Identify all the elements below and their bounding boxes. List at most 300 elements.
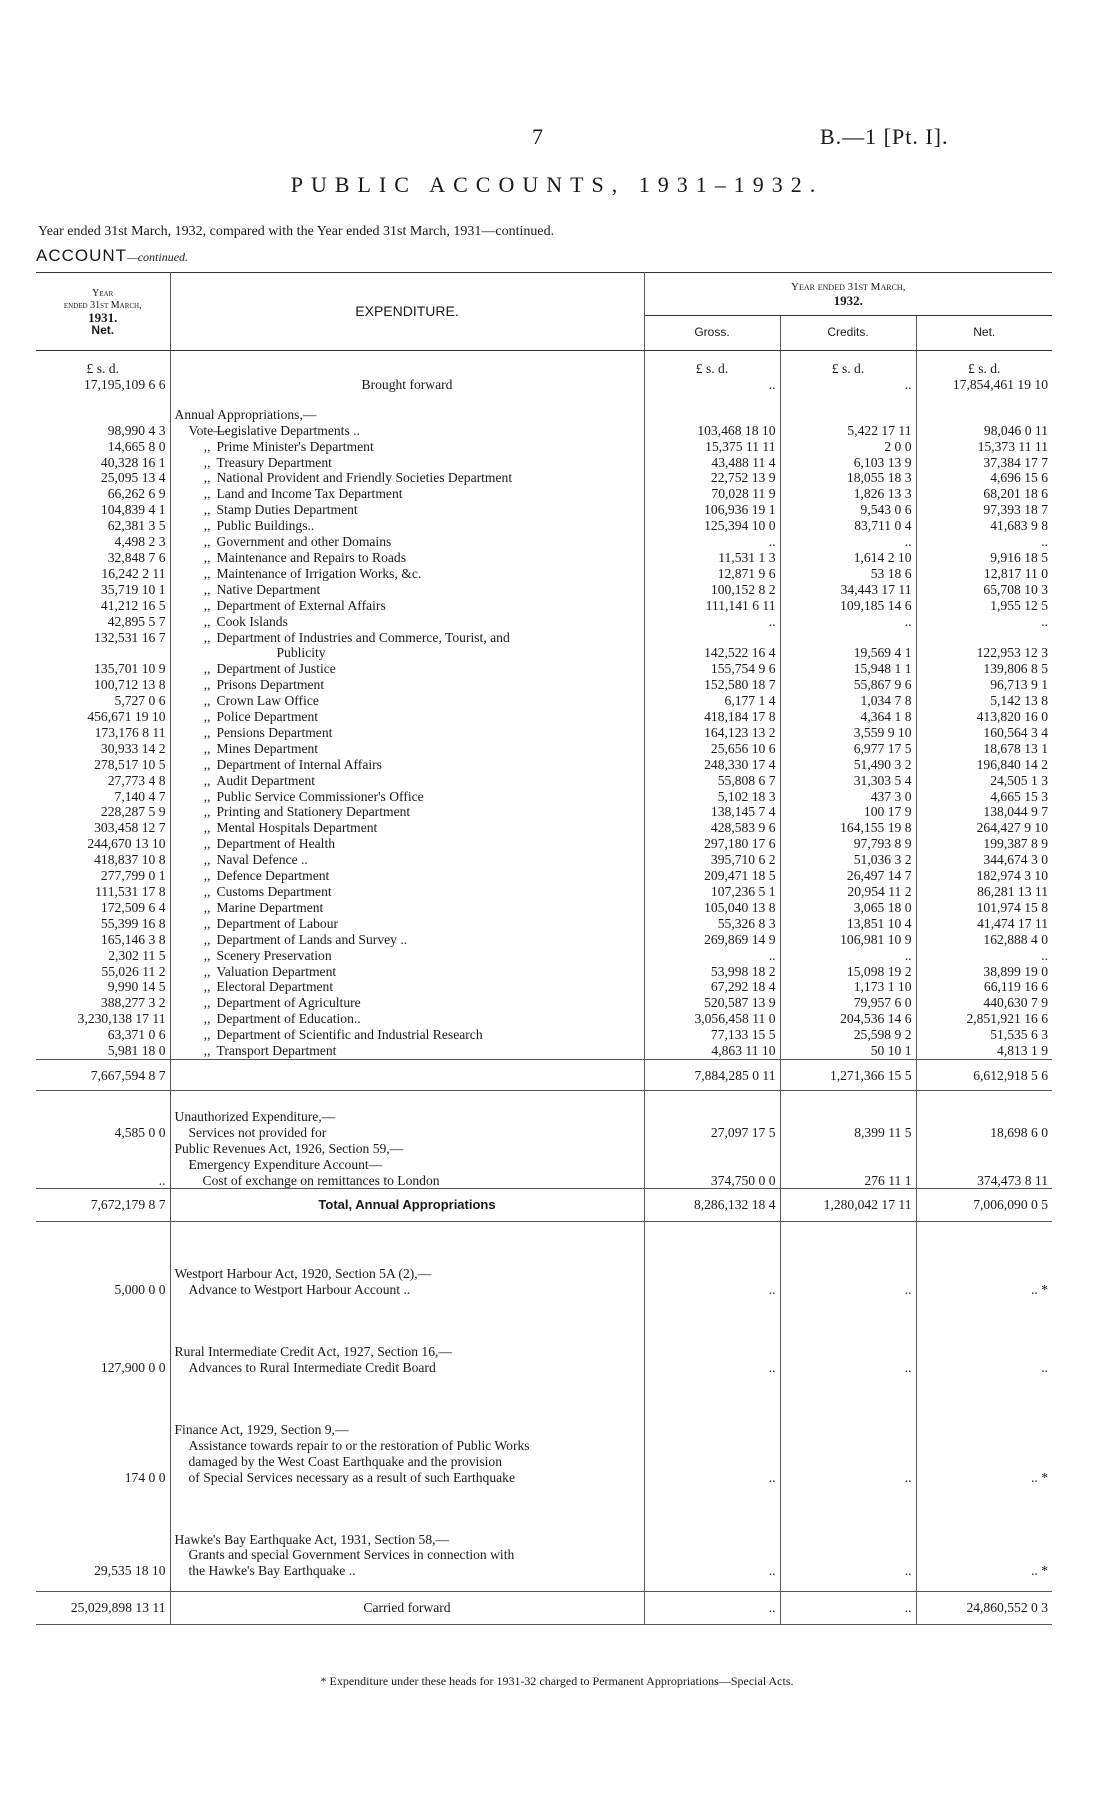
- prev-year-net: 32,848 7 6: [36, 550, 170, 566]
- net-amount: 101,974 15 8: [976, 899, 1048, 915]
- unauth-heading-row: [36, 1109, 1052, 1125]
- credits-amount: 31,303 5 4: [780, 773, 916, 789]
- vote-label-text: Department of Justice: [216, 661, 336, 677]
- gross-amount: 209,471 18 5: [644, 868, 780, 884]
- vote-prefix: ,,: [203, 565, 211, 581]
- net-amount: ..: [1041, 534, 1048, 550]
- net-amount: 5,142 13 8: [990, 693, 1048, 709]
- special-net: [916, 1438, 1052, 1454]
- credits-amount: 4,364 1 8: [780, 709, 916, 725]
- special-heading-row: [36, 1266, 1052, 1282]
- credits-amount: 83,711 0 4: [780, 518, 916, 534]
- vote-label-text: Public Service Commissioner's Office: [216, 788, 424, 804]
- vote-prefix: ,,: [203, 581, 211, 597]
- credits-amount: 20,954 11 2: [780, 884, 916, 900]
- prev-year-net: 40,328 16 1: [36, 455, 170, 471]
- vote-row: [36, 979, 1052, 995]
- special-line: Assistance towards repair to or the restoration of Public Works: [170, 1438, 644, 1454]
- vote-label-text: Audit Department: [216, 772, 316, 788]
- vote-label: [170, 550, 644, 566]
- table-cell: [36, 1344, 170, 1360]
- special-act-heading: Finance Act, 1929, Section 9,—: [170, 1422, 644, 1438]
- table-cell: [780, 1376, 916, 1422]
- carried-forward-row: [36, 1592, 1052, 1625]
- vote-label: [170, 534, 644, 550]
- credits-amount: 1,826 13 3: [780, 486, 916, 502]
- vote-label: [170, 1011, 644, 1027]
- subtotal-label: [170, 1059, 644, 1090]
- vote-row: [36, 693, 1052, 709]
- vote-row: [36, 964, 1052, 980]
- special-line: the Hawke's Bay Earthquake ..: [170, 1563, 644, 1579]
- prev-year-net: 111,531 17 8: [36, 884, 170, 900]
- net-amount: 2,851,921 16 6: [966, 1011, 1048, 1027]
- unauth-line1: Services not provided for: [170, 1125, 644, 1141]
- special-gross: [644, 1547, 780, 1563]
- header-cur-l2: 1932.: [833, 293, 863, 308]
- table-cell: [916, 1090, 1052, 1109]
- vote-label: [170, 789, 644, 805]
- prev-year-net: 14,665 8 0: [36, 439, 170, 455]
- prev-year-net: 9,990 14 5: [36, 979, 170, 995]
- gross-amount: 428,583 9 6: [644, 820, 780, 836]
- vote-prefix: ,,: [203, 629, 211, 645]
- net-amount: ..: [1041, 613, 1048, 629]
- spacer-row: [36, 1579, 1052, 1592]
- prev-year-net: 132,531 16 7: [36, 630, 170, 646]
- gross-amount: 67,292 18 4: [644, 979, 780, 995]
- vote-row: [36, 820, 1052, 836]
- vote-label: [170, 964, 644, 980]
- table-cell: [36, 1266, 170, 1282]
- special-line: Advance to Westport Harbour Account ..: [170, 1282, 644, 1298]
- net-amount: 96,713 9 1: [990, 677, 1048, 693]
- gross-amount: 55,808 6 7: [644, 773, 780, 789]
- vote-row: [36, 630, 1052, 646]
- unauth-row: [36, 1125, 1052, 1141]
- net-amount: 98,046 0 11: [983, 422, 1048, 438]
- vote-label: [170, 518, 644, 534]
- credits-amount: 19,569 4 1: [780, 645, 916, 661]
- spacer-row: [36, 1090, 1052, 1109]
- table-cell: [916, 1579, 1052, 1592]
- special-row: [36, 1547, 1052, 1563]
- prev-year-net: 98,990 4 3: [36, 423, 170, 439]
- gross-amount: 100,152 8 2: [644, 582, 780, 598]
- table-cell: [780, 1344, 916, 1360]
- gross-amount: 155,754 9 6: [644, 661, 780, 677]
- credits-amount: 51,490 3 2: [780, 757, 916, 773]
- vote-row: [36, 534, 1052, 550]
- table-cell: [780, 1298, 916, 1344]
- vote-label: [170, 820, 644, 836]
- special-prev: 29,535 18 10: [36, 1563, 170, 1579]
- vote-label: [170, 709, 644, 725]
- vote-prefix: ,,: [203, 613, 211, 629]
- vote-label: [170, 455, 644, 471]
- vote-prefix: ,,: [203, 899, 211, 915]
- total-label: Total, Annual Appropriations: [170, 1189, 644, 1222]
- credits-amount: ..: [780, 948, 916, 964]
- credits-amount: 26,497 14 7: [780, 868, 916, 884]
- vote-prefix: ,,: [203, 470, 211, 486]
- vote-prefix: ,,: [203, 1027, 211, 1043]
- table-cell: [916, 1344, 1052, 1360]
- brought-forward-net: 17,854,461 19 10: [952, 376, 1048, 392]
- prev-year-net: 5,981 18 0: [36, 1043, 170, 1059]
- special-gross: ..: [644, 1470, 780, 1486]
- gross-amount: 106,936 19 1: [644, 502, 780, 518]
- vote-prefix: ,,: [203, 597, 211, 613]
- special-line: Advances to Rural Intermediate Credit Board: [170, 1360, 644, 1376]
- subtotal-row: [36, 1059, 1052, 1090]
- prev-year-net: 4,498 2 3: [36, 534, 170, 550]
- vote-label: [170, 566, 644, 582]
- vote-label: [170, 948, 644, 964]
- vote-label: [170, 614, 644, 630]
- special-gross: ..: [644, 1282, 780, 1298]
- total-prev: 7,672,179 8 7: [36, 1189, 170, 1222]
- table-cell: [644, 1141, 780, 1157]
- table-cell: [36, 1222, 170, 1267]
- special-gross: [644, 1454, 780, 1470]
- gross-amount: 125,394 10 0: [644, 518, 780, 534]
- vote-row: [36, 1043, 1052, 1059]
- vote-prefix: ,,: [203, 931, 211, 947]
- vote-prefix: ,,: [203, 486, 211, 502]
- vote-prefix: ,,: [203, 534, 211, 550]
- gross-amount: 4,863 11 10: [644, 1043, 780, 1059]
- net-amount: 41,683 9 8: [990, 518, 1048, 534]
- table-cell: [916, 1532, 1052, 1548]
- unauth-act-row: [36, 1141, 1052, 1157]
- table-cell: [916, 1486, 1052, 1532]
- vote-label-text: Native Department: [216, 581, 321, 597]
- prev-year-net: 5,727 0 6: [36, 693, 170, 709]
- vote-row: [36, 995, 1052, 1011]
- table-cell: [644, 1266, 780, 1282]
- special-act-heading: Westport Harbour Act, 1920, Section 5A (2),—: [170, 1266, 644, 1282]
- vote-label-text: Maintenance of Irrigation Works, &c.: [216, 565, 422, 581]
- vote-row: [36, 677, 1052, 693]
- vote-row: [36, 439, 1052, 455]
- unauth-net: 18,698 6 0: [990, 1124, 1048, 1140]
- special-net: .. *: [1031, 1563, 1048, 1579]
- gross-amount: 53,998 18 2: [644, 964, 780, 980]
- credits-amount: 15,098 19 2: [780, 964, 916, 980]
- account-label: ACCOUNT: [36, 246, 128, 265]
- gross-amount: 6,177 1 4: [644, 693, 780, 709]
- gross-amount: 269,869 14 9: [644, 932, 780, 948]
- vote-label-text: Public Buildings..: [216, 518, 315, 534]
- vote-row: [36, 773, 1052, 789]
- carried-forward-gross: ..: [644, 1592, 780, 1625]
- vote-label-text: Department of Health: [216, 836, 336, 852]
- vote-label: [170, 979, 644, 995]
- net-amount: 196,840 14 2: [976, 756, 1048, 772]
- prev-year-net: 278,517 10 5: [36, 757, 170, 773]
- special-prev: 174 0 0: [36, 1470, 170, 1486]
- vote-prefix: ,,: [203, 772, 211, 788]
- credits-amount: ..: [780, 534, 916, 550]
- vote-row: [36, 423, 1052, 439]
- table-cell: [916, 1376, 1052, 1422]
- vote-prefix: ,,: [203, 995, 211, 1011]
- special-act-heading: Hawke's Bay Earthquake Act, 1931, Section 58,—: [170, 1532, 644, 1548]
- net-amount: 66,119 16 6: [983, 979, 1048, 995]
- credits-amount: 97,793 8 9: [780, 836, 916, 852]
- total-credits: 1,280,042 17 11: [780, 1189, 916, 1222]
- vote-label-text: Land and Income Tax Department: [216, 486, 403, 502]
- gross-amount: 105,040 13 8: [644, 900, 780, 916]
- credits-amount: 437 3 0: [780, 789, 916, 805]
- table-cell: [36, 1141, 170, 1157]
- table-cell: [644, 1109, 780, 1125]
- special-row: [36, 1454, 1052, 1470]
- special-net: [916, 1454, 1052, 1470]
- credits-amount: 109,185 14 6: [780, 598, 916, 614]
- gross-amount: 11,531 1 3: [644, 550, 780, 566]
- special-gross: ..: [644, 1360, 780, 1376]
- exchange-prev: ..: [36, 1173, 170, 1189]
- prev-year-net: 388,277 3 2: [36, 995, 170, 1011]
- gross-amount: 3,056,458 11 0: [644, 1011, 780, 1027]
- units-credits: £ s. d.: [780, 351, 916, 377]
- vote-prefix: ,,: [203, 693, 211, 709]
- vote-row: [36, 741, 1052, 757]
- table-cell: [916, 1109, 1052, 1125]
- spacer-row: [36, 1486, 1052, 1532]
- vote-prefix: ,,: [203, 709, 211, 725]
- vote-label: [170, 486, 644, 502]
- table-cell: [780, 1579, 916, 1592]
- vote-label: [170, 470, 644, 486]
- vote-label-text: Department of Education..: [216, 1011, 361, 1027]
- vote-label: [170, 1027, 644, 1043]
- special-net: [916, 1547, 1052, 1563]
- header-expenditure: EXPENDITURE.: [170, 273, 644, 351]
- table-cell: [916, 1422, 1052, 1438]
- prev-year-net: 172,509 6 4: [36, 900, 170, 916]
- vote-prefix: ,,: [203, 979, 211, 995]
- vote-label: [170, 693, 644, 709]
- vote-row: [36, 884, 1052, 900]
- special-gross: [644, 1438, 780, 1454]
- page-number: 7: [532, 124, 543, 149]
- prev-year-net: 30,933 14 2: [36, 741, 170, 757]
- net-amount: 199,387 8 9: [983, 836, 1048, 852]
- gross-amount: 111,141 6 11: [644, 598, 780, 614]
- net-amount: 68,201 18 6: [983, 486, 1048, 502]
- gross-amount: 164,123 13 2: [644, 725, 780, 741]
- net-amount: 4,813 1 9: [997, 1043, 1048, 1059]
- prev-year-net: 104,839 4 1: [36, 502, 170, 518]
- credits-amount: 13,851 10 4: [780, 916, 916, 932]
- prev-year-net: 418,837 10 8: [36, 852, 170, 868]
- vote-label-text: Treasury Department: [216, 454, 332, 470]
- gross-amount: ..: [644, 948, 780, 964]
- table-cell: [644, 1579, 780, 1592]
- credits-amount: 3,065 18 0: [780, 900, 916, 916]
- credits-amount: 100 17 9: [780, 804, 916, 820]
- vote-prefix: ,,: [203, 454, 211, 470]
- vote-row: [36, 852, 1052, 868]
- header-cur-l1: Year ended 31st March,: [791, 281, 906, 293]
- vote-label: [170, 868, 644, 884]
- page-title: PUBLIC ACCOUNTS, 1931–1932.: [290, 172, 824, 197]
- credits-amount: 79,957 6 0: [780, 995, 916, 1011]
- prev-year-net: 55,399 16 8: [36, 916, 170, 932]
- prev-year-net: 42,895 5 7: [36, 614, 170, 630]
- subtotal-net: 6,612,918 5 6: [916, 1059, 1052, 1090]
- vote-row: [36, 502, 1052, 518]
- vote-row: [36, 868, 1052, 884]
- unauth-account-row: [36, 1157, 1052, 1173]
- table-cell: [170, 1222, 644, 1267]
- vote-prefix: ,,: [203, 868, 211, 884]
- vote-row: [36, 455, 1052, 471]
- unauth-credits: 8,399 11 5: [780, 1125, 916, 1141]
- annual-heading: Annual Appropriations,—: [170, 407, 644, 423]
- special-credits: [780, 1547, 916, 1563]
- table-cell: [170, 1579, 644, 1592]
- table-cell: [644, 1532, 780, 1548]
- prev-year-net: 2,302 11 5: [36, 948, 170, 964]
- expenditure-table: [36, 272, 1052, 1625]
- vote-label: [170, 677, 644, 693]
- table-cell: [36, 1532, 170, 1548]
- gross-amount: 138,145 7 4: [644, 804, 780, 820]
- table-cell: [644, 1486, 780, 1532]
- vote-label-text: Crown Law Office: [216, 693, 319, 709]
- vote-prefix: ,,: [203, 836, 211, 852]
- net-amount: 160,564 3 4: [983, 724, 1048, 740]
- vote-row: [36, 725, 1052, 741]
- net-amount: 51,535 6 3: [990, 1027, 1048, 1043]
- vote-label-text: Department of Lands and Survey ..: [216, 931, 408, 947]
- spacer-row: [36, 1376, 1052, 1422]
- table-cell: [916, 1222, 1052, 1267]
- vote-prefix: ,,: [203, 677, 211, 693]
- vote-label: [170, 661, 644, 677]
- gross-amount: 107,236 5 1: [644, 884, 780, 900]
- vote-label-text: Stamp Duties Department: [216, 502, 358, 518]
- credits-amount: 15,948 1 1: [780, 661, 916, 677]
- carried-forward-net: 24,860,552 0 3: [916, 1592, 1052, 1625]
- special-line: damaged by the West Coast Earthquake and the provision: [170, 1454, 644, 1470]
- table-cell: [780, 1486, 916, 1532]
- vote-prefix: ,,: [203, 518, 211, 534]
- net-amount: 162,888 4 0: [983, 931, 1048, 947]
- prev-year-net: [36, 645, 170, 661]
- special-row: [36, 1470, 1052, 1486]
- vote-row: [36, 566, 1052, 582]
- vote-row: [36, 1011, 1052, 1027]
- gross-amount: 520,587 13 9: [644, 995, 780, 1011]
- credits-amount: 50 10 1: [780, 1043, 916, 1059]
- table-cell: [780, 1090, 916, 1109]
- vote-label-text: Transport Department: [216, 1043, 337, 1059]
- vote-prefix: ,,: [203, 1043, 211, 1059]
- table-cell: [170, 1090, 644, 1109]
- net-amount: 24,505 1 3: [990, 772, 1048, 788]
- vote-row: [36, 1027, 1052, 1043]
- net-amount: 138,044 9 7: [983, 804, 1048, 820]
- special-prev: [36, 1454, 170, 1470]
- vote-prefix: ,,: [203, 438, 211, 454]
- table-cell: [644, 1422, 780, 1438]
- prev-year-net: 165,146 3 8: [36, 932, 170, 948]
- vote-label: [170, 1043, 644, 1059]
- table-cell: [644, 1222, 780, 1267]
- table-cell: [36, 1109, 170, 1125]
- net-amount: 413,820 16 0: [976, 709, 1048, 725]
- credits-amount: 25,598 9 2: [780, 1027, 916, 1043]
- vote-prefix: ,,: [203, 740, 211, 756]
- table-cell: [780, 1222, 916, 1267]
- special-gross: ..: [644, 1563, 780, 1579]
- special-net: .. *: [1031, 1469, 1048, 1485]
- header-prev-l3: 1931.: [88, 309, 118, 325]
- brought-forward-label: Brought forward: [170, 377, 644, 393]
- vote-label: [170, 423, 644, 439]
- gross-amount: 418,184 17 8: [644, 709, 780, 725]
- vote-label: [170, 630, 644, 646]
- net-amount: 264,427 9 10: [976, 820, 1048, 836]
- vote-label-text: Marine Department: [216, 899, 324, 915]
- prev-year-net: 35,719 10 1: [36, 582, 170, 598]
- subtotal-credits: 1,271,366 15 5: [780, 1059, 916, 1090]
- net-amount: 97,393 18 7: [983, 502, 1048, 518]
- unauth-prev: 4,585 0 0: [36, 1125, 170, 1141]
- total-gross: 8,286,132 18 4: [644, 1189, 780, 1222]
- footnote: * Expenditure under these heads for 1931-32 charged to Permanent Appropriations—Special Acts.: [320, 1674, 794, 1688]
- subtotal-gross: 7,884,285 0 11: [644, 1059, 780, 1090]
- vote-prefix: ,,: [203, 804, 211, 820]
- net-amount: [916, 630, 1052, 646]
- special-credits: [780, 1454, 916, 1470]
- prev-year-net: 135,701 10 9: [36, 661, 170, 677]
- header-prev-l1: Year: [92, 287, 114, 299]
- header-prev-year: [36, 273, 170, 351]
- vote-label-text: Department of External Affairs: [216, 597, 386, 613]
- prev-year-net: 456,671 19 10: [36, 709, 170, 725]
- vote-row: [36, 550, 1052, 566]
- table-cell: [780, 1157, 916, 1173]
- units-prev: £ s. d.: [36, 351, 170, 377]
- vote-label-text: Legislative Departments ..: [216, 422, 360, 438]
- prev-year-net: 228,287 5 9: [36, 804, 170, 820]
- gross-amount: 297,180 17 6: [644, 836, 780, 852]
- exchange-gross: 374,750 0 0: [644, 1173, 780, 1189]
- net-amount: 65,708 10 3: [983, 581, 1048, 597]
- vote-label: [170, 773, 644, 789]
- vote-label-text: Department of Agriculture: [216, 995, 361, 1011]
- vote-label-text: Electoral Department: [216, 979, 334, 995]
- special-row: [36, 1563, 1052, 1579]
- special-credits: ..: [780, 1282, 916, 1298]
- credits-amount: 1,034 7 8: [780, 693, 916, 709]
- prev-year-net: 25,095 13 4: [36, 470, 170, 486]
- table-cell: [780, 1266, 916, 1282]
- table-cell: [780, 1532, 916, 1548]
- net-amount: 440,630 7 9: [983, 995, 1048, 1011]
- special-credits: [780, 1438, 916, 1454]
- net-amount: 12,817 11 0: [983, 565, 1048, 581]
- credits-amount: 18,055 18 3: [780, 470, 916, 486]
- vote-row: [36, 598, 1052, 614]
- vote-prefix: ,,: [203, 963, 211, 979]
